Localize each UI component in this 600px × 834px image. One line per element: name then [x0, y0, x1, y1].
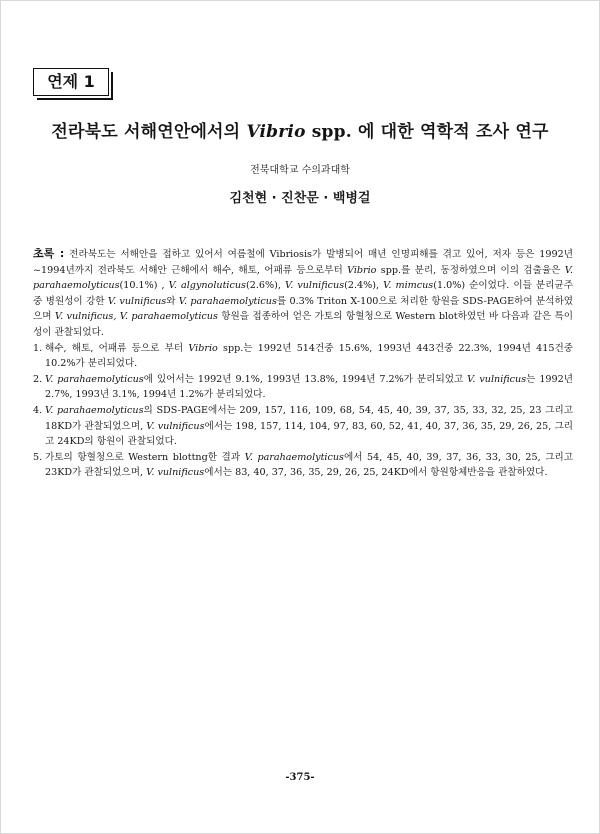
- finding-text: 에서는 198, 157, 114, 104, 97, 83, 60, 52, 41, 40, 37, 36, 35, 29, 26, 25, 그리고 24KD의 항원이 관찰되었다.: [45, 420, 573, 448]
- abstract-text: (1.0%) 순이었다. 이들 분리균주 중 병원성이 강한: [33, 280, 573, 307]
- finding-text: spp.는 1992년 514건중 15.6%, 1993년 443건중 22.3%, 1994년 415건중 10.2%가 분리되었다.: [45, 342, 573, 370]
- authors: 김천현 · 진찬문 · 백병걸: [229, 191, 371, 206]
- finding-item: [33, 403, 573, 450]
- finding-number: 2.: [33, 373, 43, 385]
- abstract-italic: V. vulnificus: [107, 295, 167, 307]
- badge-label: 연제 1: [47, 72, 95, 91]
- abstract-label: 초록 :: [33, 247, 65, 260]
- affiliation: 전북대학교 수의과대학: [250, 165, 350, 176]
- finding-italic: V. parahaemolyticus: [45, 404, 144, 416]
- abstract-text: 항원을 접종하여 얻은 가토의 항혈청으로 Western blot하였던 바 다음과 같은 특이성이 관찰되었다.: [33, 311, 573, 338]
- finding-item: [33, 372, 573, 403]
- page-number: -375-: [285, 772, 315, 783]
- finding-text: 는 1992년 2.7%, 1993년 3.1%, 1994년 1.2%가 분리되었다.: [45, 373, 574, 401]
- finding-text: 가토의 항혈청으로 Western blottng한 결과: [45, 451, 245, 463]
- title-genus: Vibrio: [246, 122, 306, 142]
- abstract-italic: V. vulnificus: [284, 280, 345, 292]
- finding-text: 에서는 83, 40, 37, 36, 35, 29, 26, 25, 24KD에서 항원항체반응을 관찰하였다.: [204, 467, 548, 479]
- finding-item: [33, 450, 573, 481]
- finding-text: 해수, 해토, 어패류 등으로 부터: [45, 342, 189, 354]
- abstract-text: (2.6%),: [245, 280, 285, 292]
- abstract-text: (10.1%) ,: [119, 280, 169, 292]
- title-part-1: 전라북도 서해연안에서의: [51, 122, 247, 142]
- abstract-text: 를 0.3% Triton X-100으로 처리한 항원을 SDS-PAGE하여 분석하였으며: [33, 295, 573, 323]
- abstract-italic: V. parahaemolyticus: [33, 264, 574, 292]
- finding-text: 의 SDS-PAGE에서는 209, 157, 116, 109, 68, 54, 45, 40, 39, 37, 35, 33, 32, 25, 23 그리고 18KD가 관찰되었으며,: [45, 404, 573, 432]
- finding-italic: V. vulnificus: [146, 420, 205, 432]
- abstract-italic: V. algynoluticus: [168, 280, 246, 292]
- paper-body: [33, 246, 573, 481]
- title-part-2: spp. 에 대한 역학적 조사 연구: [305, 122, 549, 142]
- abstract-text: 전라북도는 서해안을 접하고 있어서 여름철에 Vibriosis가 발병되어 매년 인명피해를 겪고 있어, 저자 등은 1992년~1994년까지 전라북도 서해안 근해에서 해수, 해토, 어패류 등으로부터: [33, 249, 573, 276]
- paper-title: [0, 117, 600, 142]
- finding-italic: V. parahaemolyticus: [45, 373, 144, 385]
- finding-item: [33, 341, 573, 372]
- abstract-text: spp.를 분리, 동정하였으며 이의 검출율은: [376, 264, 565, 276]
- abstract-paragraph: [33, 246, 573, 341]
- abstract-text: (2.4%),: [344, 280, 384, 292]
- finding-number: 4.: [33, 404, 43, 416]
- abstract-italic: Vibrio: [347, 264, 377, 276]
- findings-list: [33, 341, 573, 481]
- presentation-number-badge: [33, 68, 109, 96]
- finding-italic: Vibrio: [188, 342, 218, 354]
- finding-text: 에 있어서는 1992년 9.1%, 1993년 13.8%, 1994년 7.2%가 분리되었고: [143, 373, 468, 385]
- finding-number: 5.: [33, 451, 43, 463]
- finding-number: 1.: [33, 342, 43, 354]
- finding-italic: V. parahaemolyticus: [244, 451, 344, 463]
- abstract-italic: V. vulnificus, V. parahaemolyticus: [54, 311, 218, 323]
- finding-italic: V. vulnificus: [467, 373, 527, 385]
- abstract-italic: V. mimcus: [383, 280, 434, 292]
- abstract-italic: V. parahaemolyticus: [178, 295, 277, 307]
- finding-text: 에서 54, 45, 40, 39, 37, 36, 33, 30, 25, 그리고 23KD가 관찰되었으며,: [45, 451, 573, 479]
- abstract-text: 와: [166, 295, 179, 307]
- finding-italic: V. vulnificus: [146, 467, 205, 479]
